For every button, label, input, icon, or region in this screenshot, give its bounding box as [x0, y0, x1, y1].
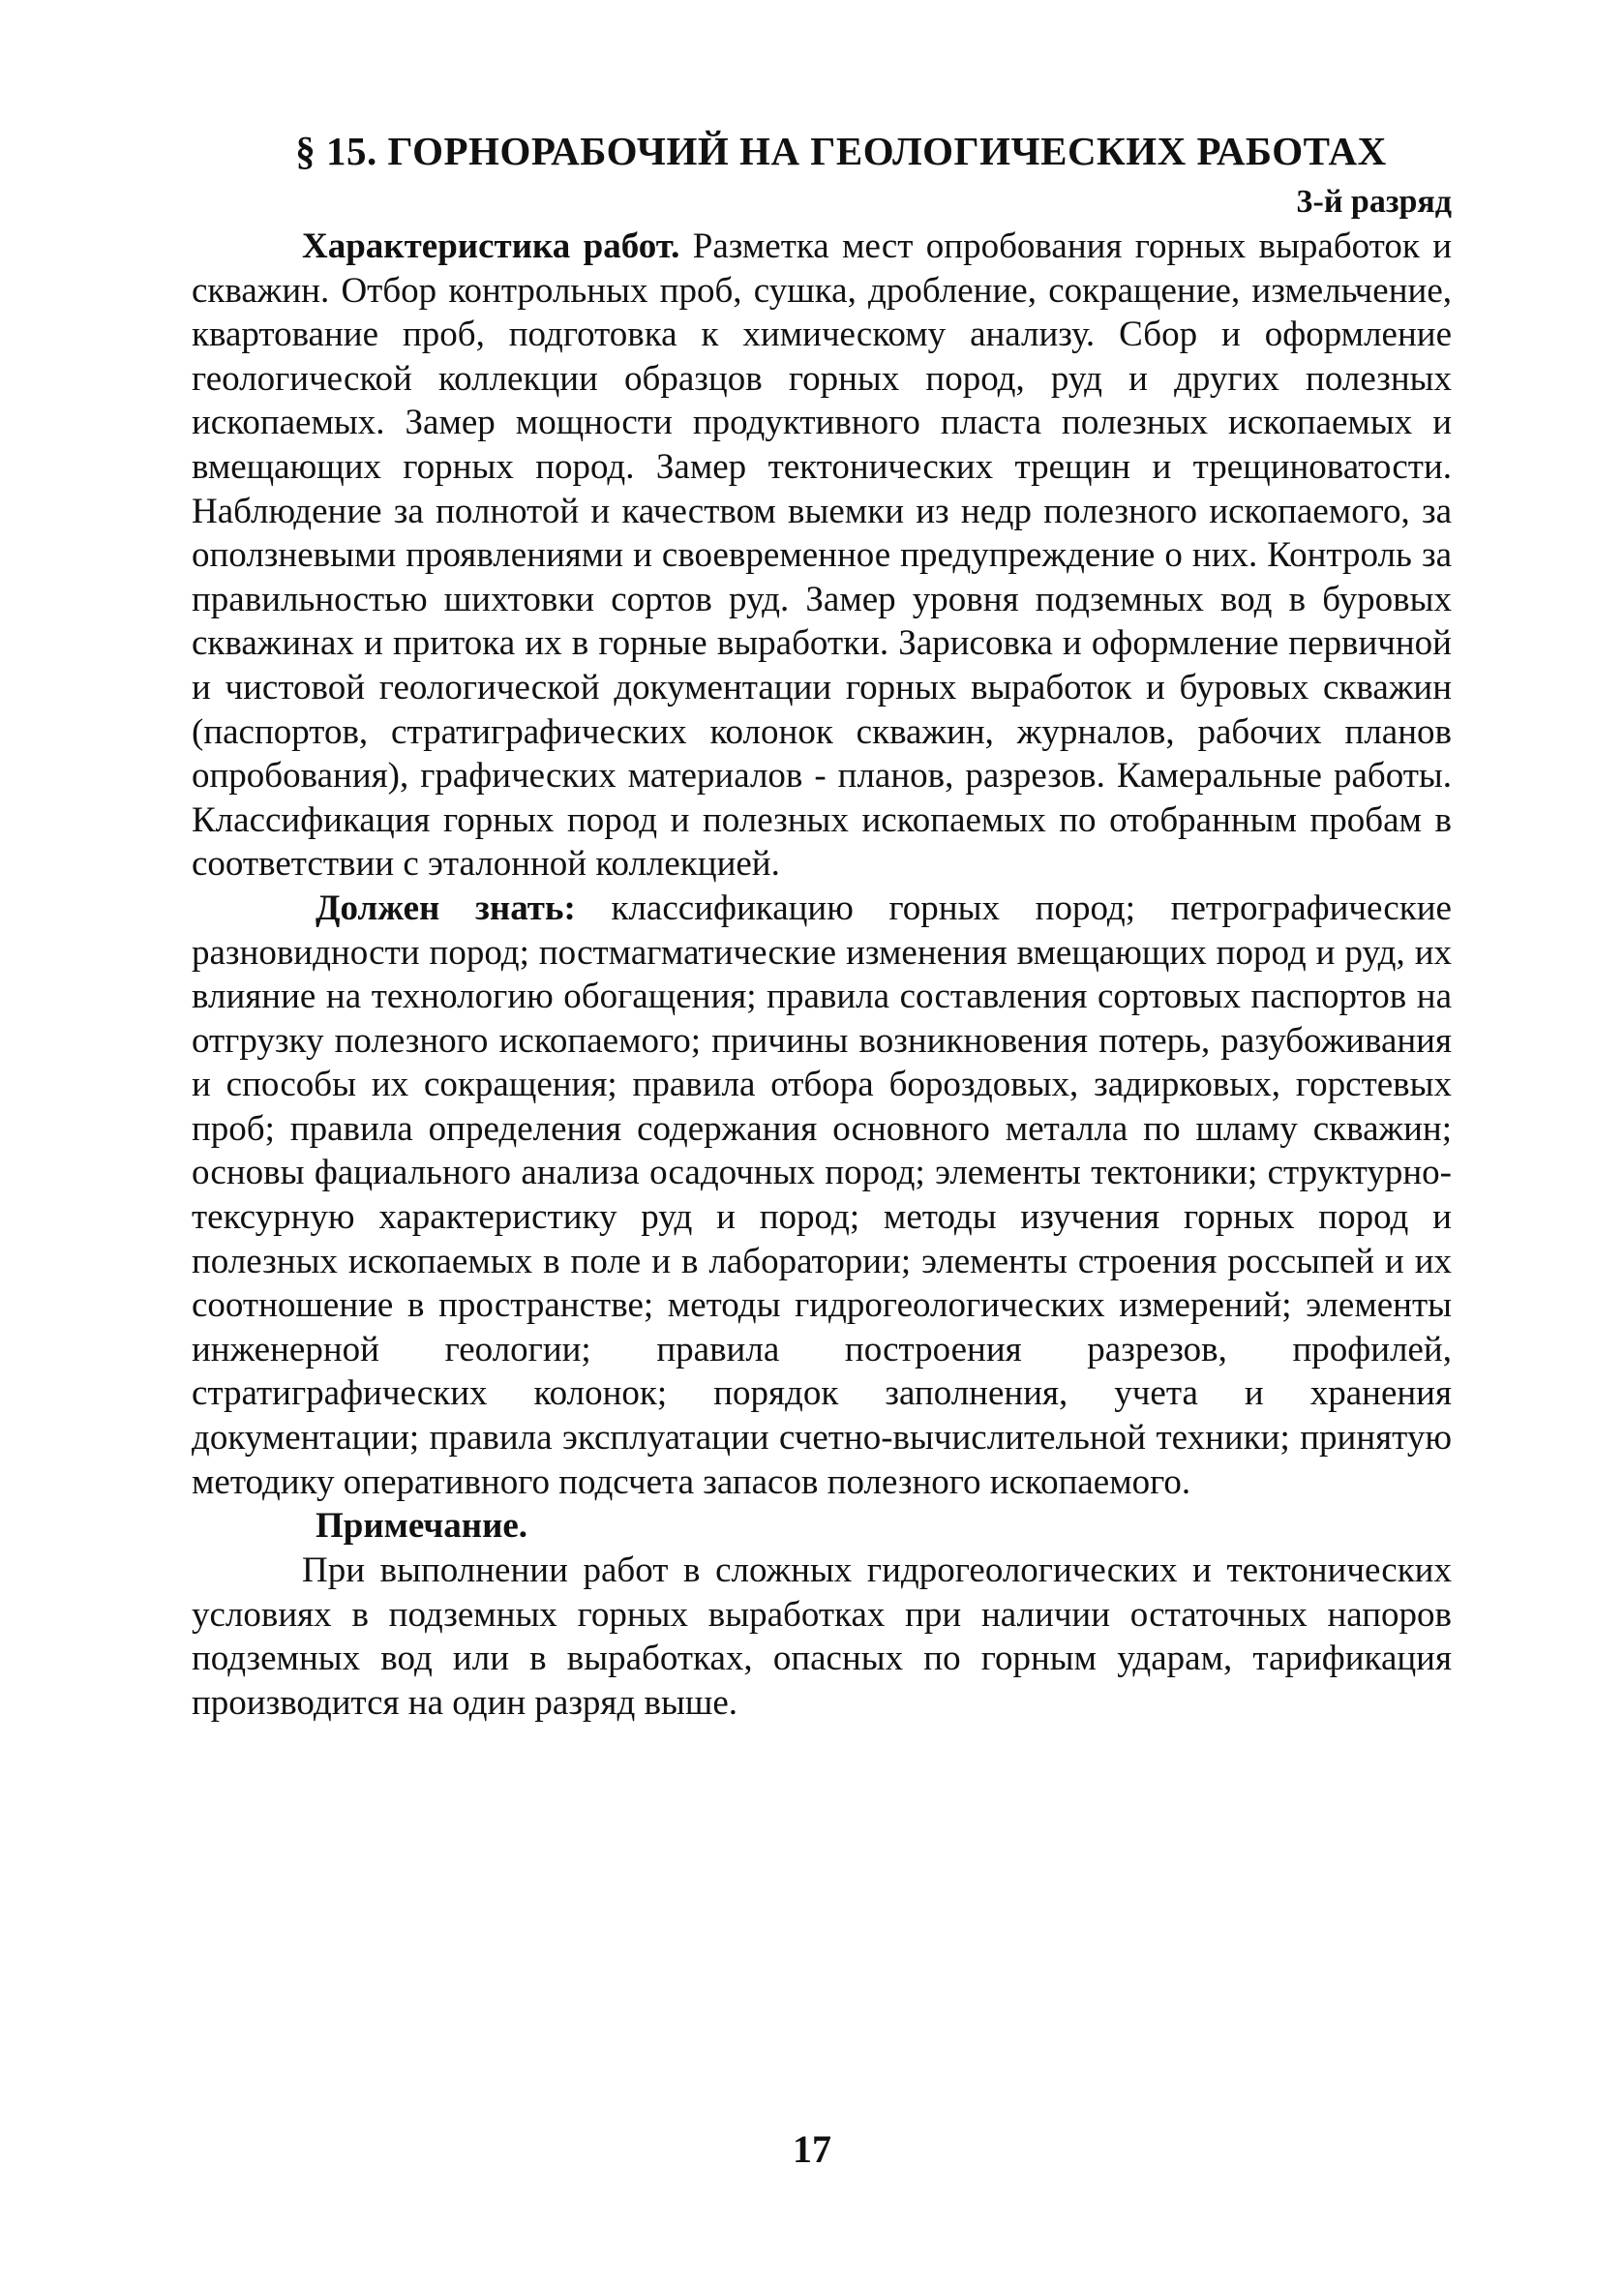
section-title: § 15. ГОРНОРАБОЧИЙ НА ГЕОЛОГИЧЕСКИХ РАБОТАХ: [295, 129, 1387, 173]
characteristics-paragraph: [192, 225, 1452, 887]
document-page: [192, 124, 1452, 1726]
note-text: При выполнении работ в сложных гидрогеологических и тектонических условиях в подземных горных выработках при наличии остаточных напоров подземных вод или в выработках, опасных по горным ударам, тарификация производится на один разряд выше.: [192, 1550, 1452, 1723]
knowledge-lead: Должен знать:: [316, 888, 576, 928]
note-heading: Примечание.: [316, 1506, 528, 1547]
page-number: 17: [793, 2127, 831, 2171]
knowledge-text: классификацию горных пород; петрографические разновидности пород; постмагматические изменения вмещающих пород и руд, их влияние на технологию обогащения; правила составления сортовых паспортов на отгрузку полезного ископаемого; причины возникновения потерь, разубоживания и способы их сокращения; правила отбора бороздовых, задирковых, горстевых проб; правила определения содержания основного металла по шламу скважин; основы фациального анализа осадочных пород; элементы тектоники; структурно-тексурную характеристику руд и пород; методы изучения горных пород и полезных ископаемых в поле и в лаборатории; элементы строения россыпей и их соотношение в пространстве; методы гидрогеологических измерений; элементы инженерной геологии; правила построения разрезов, профилей, стратиграфических колонок; порядок заполнения, учета и хранения документации; правила эксплуатации счетно-вычислительной техники; принятую методику оперативного подсчета запасов полезного ископаемого.: [192, 888, 1452, 1502]
characteristics-lead: Характеристика работ.: [302, 226, 680, 266]
knowledge-paragraph: [192, 887, 1452, 1504]
grade-label: 3-й разряд: [1296, 184, 1452, 220]
characteristics-text: Разметка мест опробования горных выработок и скважин. Отбор контрольных проб, сушка, дробление, сокращение, измельчение, квартование проб, подготовка к химическому анализу. Сбор и оформление геологической коллекции образцов горных пород, руд и других полезных ископаемых. Замер мощности продуктивного пласта полезных ископаемых и вмещающих горных пород. Замер тектонических трещин и трещиноватости. Наблюдение за полнотой и качеством выемки из недр полезного ископаемого, за оползневыми проявлениями и своевременное предупреждение о них. Контроль за правильностью шихтовки сортов руд. Замер уровня подземных вод в буровых скважинах и притока их в горные выработки. Зарисовка и оформление первичной и чистовой геологической документации горных выработок и буровых скважин (паспортов, стратиграфических колонок скважин, журналов, рабочих планов опробования), графических материалов - планов, разрезов. Камеральные работы. Классификация горных пород и полезных ископаемых по отобранным пробам в соответствии с эталонной коллекцией.: [192, 226, 1453, 885]
